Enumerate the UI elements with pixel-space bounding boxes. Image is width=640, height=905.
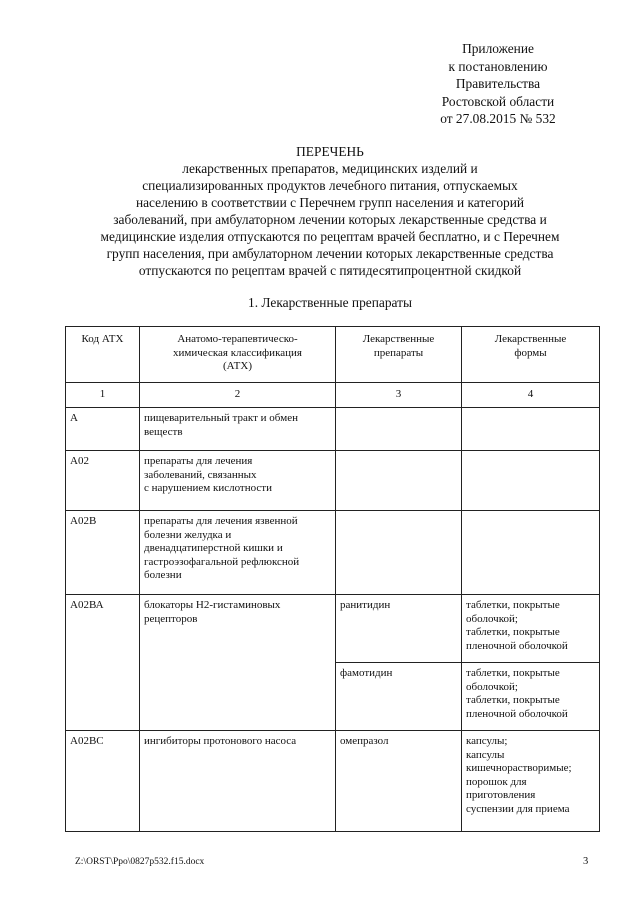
atx-code-cell: А02В xyxy=(66,511,140,595)
form-cell: капсулы; капсулы кишечнорастворимые; порошок для приготовления суспензии для приема xyxy=(462,731,600,832)
title-line: специализированных продуктов лечебного питания, отпускаемых xyxy=(142,178,518,193)
classification-cell: препараты для лечения заболеваний, связанных с нарушением кислотности xyxy=(140,451,336,511)
title-line: групп населения, при амбулаторном лечении которых лекарственные средства xyxy=(106,246,554,261)
classification-cell: блокаторы Н2-гистаминовых рецепторов xyxy=(140,595,336,731)
classification-cell: препараты для лечения язвенной болезни желудка и двенадцатиперстной кишки и гастроэзофагальной рефлюксной болезни xyxy=(140,511,336,595)
table-number-row xyxy=(66,383,600,408)
classification-cell: пищеварительный тракт и обмен веществ xyxy=(140,408,336,451)
title-line: медицинские изделия отпускаются по рецептам врачей бесплатно, и с Перечнем xyxy=(100,229,560,244)
document-title xyxy=(60,143,600,279)
title-line: лекарственных препаратов, медицинских изделий и xyxy=(182,161,478,176)
table-row xyxy=(66,731,600,832)
form-cell xyxy=(462,408,600,451)
column-number: 2 xyxy=(140,383,336,408)
page-number: 3 xyxy=(583,856,589,867)
title-line: отпускаются по рецептам врачей с пятидесятипроцентной скидкой xyxy=(138,263,522,278)
appendix-line: к постановлению xyxy=(448,58,548,74)
title-line: заболеваний, при амбулаторном лечении которых лекарственные средства и xyxy=(113,212,547,227)
drug-cell: омепразол xyxy=(336,731,462,832)
table-row xyxy=(66,451,600,511)
title-line: населению в соответствии с Перечнем групп населения и категорий xyxy=(135,195,525,210)
drug-cell xyxy=(336,511,462,595)
classification-cell: ингибиторы протонового насоса xyxy=(140,731,336,832)
title-heading: ПЕРЕЧЕНЬ xyxy=(296,144,364,159)
appendix-block xyxy=(418,40,578,128)
appendix-line: Правительства xyxy=(455,76,541,92)
column-number: 4 xyxy=(462,383,600,408)
atx-code-cell: А02ВС xyxy=(66,731,140,832)
table-row xyxy=(66,595,600,663)
table-row xyxy=(66,408,600,451)
drug-cell xyxy=(336,451,462,511)
form-cell xyxy=(462,451,600,511)
atx-code-cell: А xyxy=(66,408,140,451)
header-atx-classification: Анатомо-терапевтическо- химическая классификация (АТХ) xyxy=(140,327,336,383)
drug-cell: фамотидин xyxy=(336,663,462,731)
table-header-row xyxy=(66,327,600,383)
form-cell: таблетки, покрытые оболочкой; таблетки, покрытые пленочной оболочкой xyxy=(462,595,600,663)
appendix-line: от 27.08.2015 № 532 xyxy=(440,111,556,127)
footer-file-path: Z:\ORST\Ppo\0827p532.f15.docx xyxy=(75,857,205,867)
atx-code-cell: А02ВА xyxy=(66,595,140,731)
header-drugs: Лекарственные препараты xyxy=(336,327,462,383)
appendix-line: Приложение xyxy=(462,41,534,56)
column-number: 3 xyxy=(336,383,462,408)
form-cell: таблетки, покрытые оболочкой; таблетки, покрытые пленочной оболочкой xyxy=(462,663,600,731)
form-cell xyxy=(462,511,600,595)
table-row xyxy=(66,511,600,595)
appendix-line: Ростовской области xyxy=(441,93,555,109)
drug-cell xyxy=(336,408,462,451)
section-title: 1. Лекарственные препараты xyxy=(248,295,412,310)
column-number: 1 xyxy=(66,383,140,408)
drug-table xyxy=(65,326,600,832)
header-atx-code: Код АТХ xyxy=(66,327,140,383)
drug-cell: ранитидин xyxy=(336,595,462,663)
atx-code-cell: А02 xyxy=(66,451,140,511)
header-forms: Лекарственные формы xyxy=(462,327,600,383)
